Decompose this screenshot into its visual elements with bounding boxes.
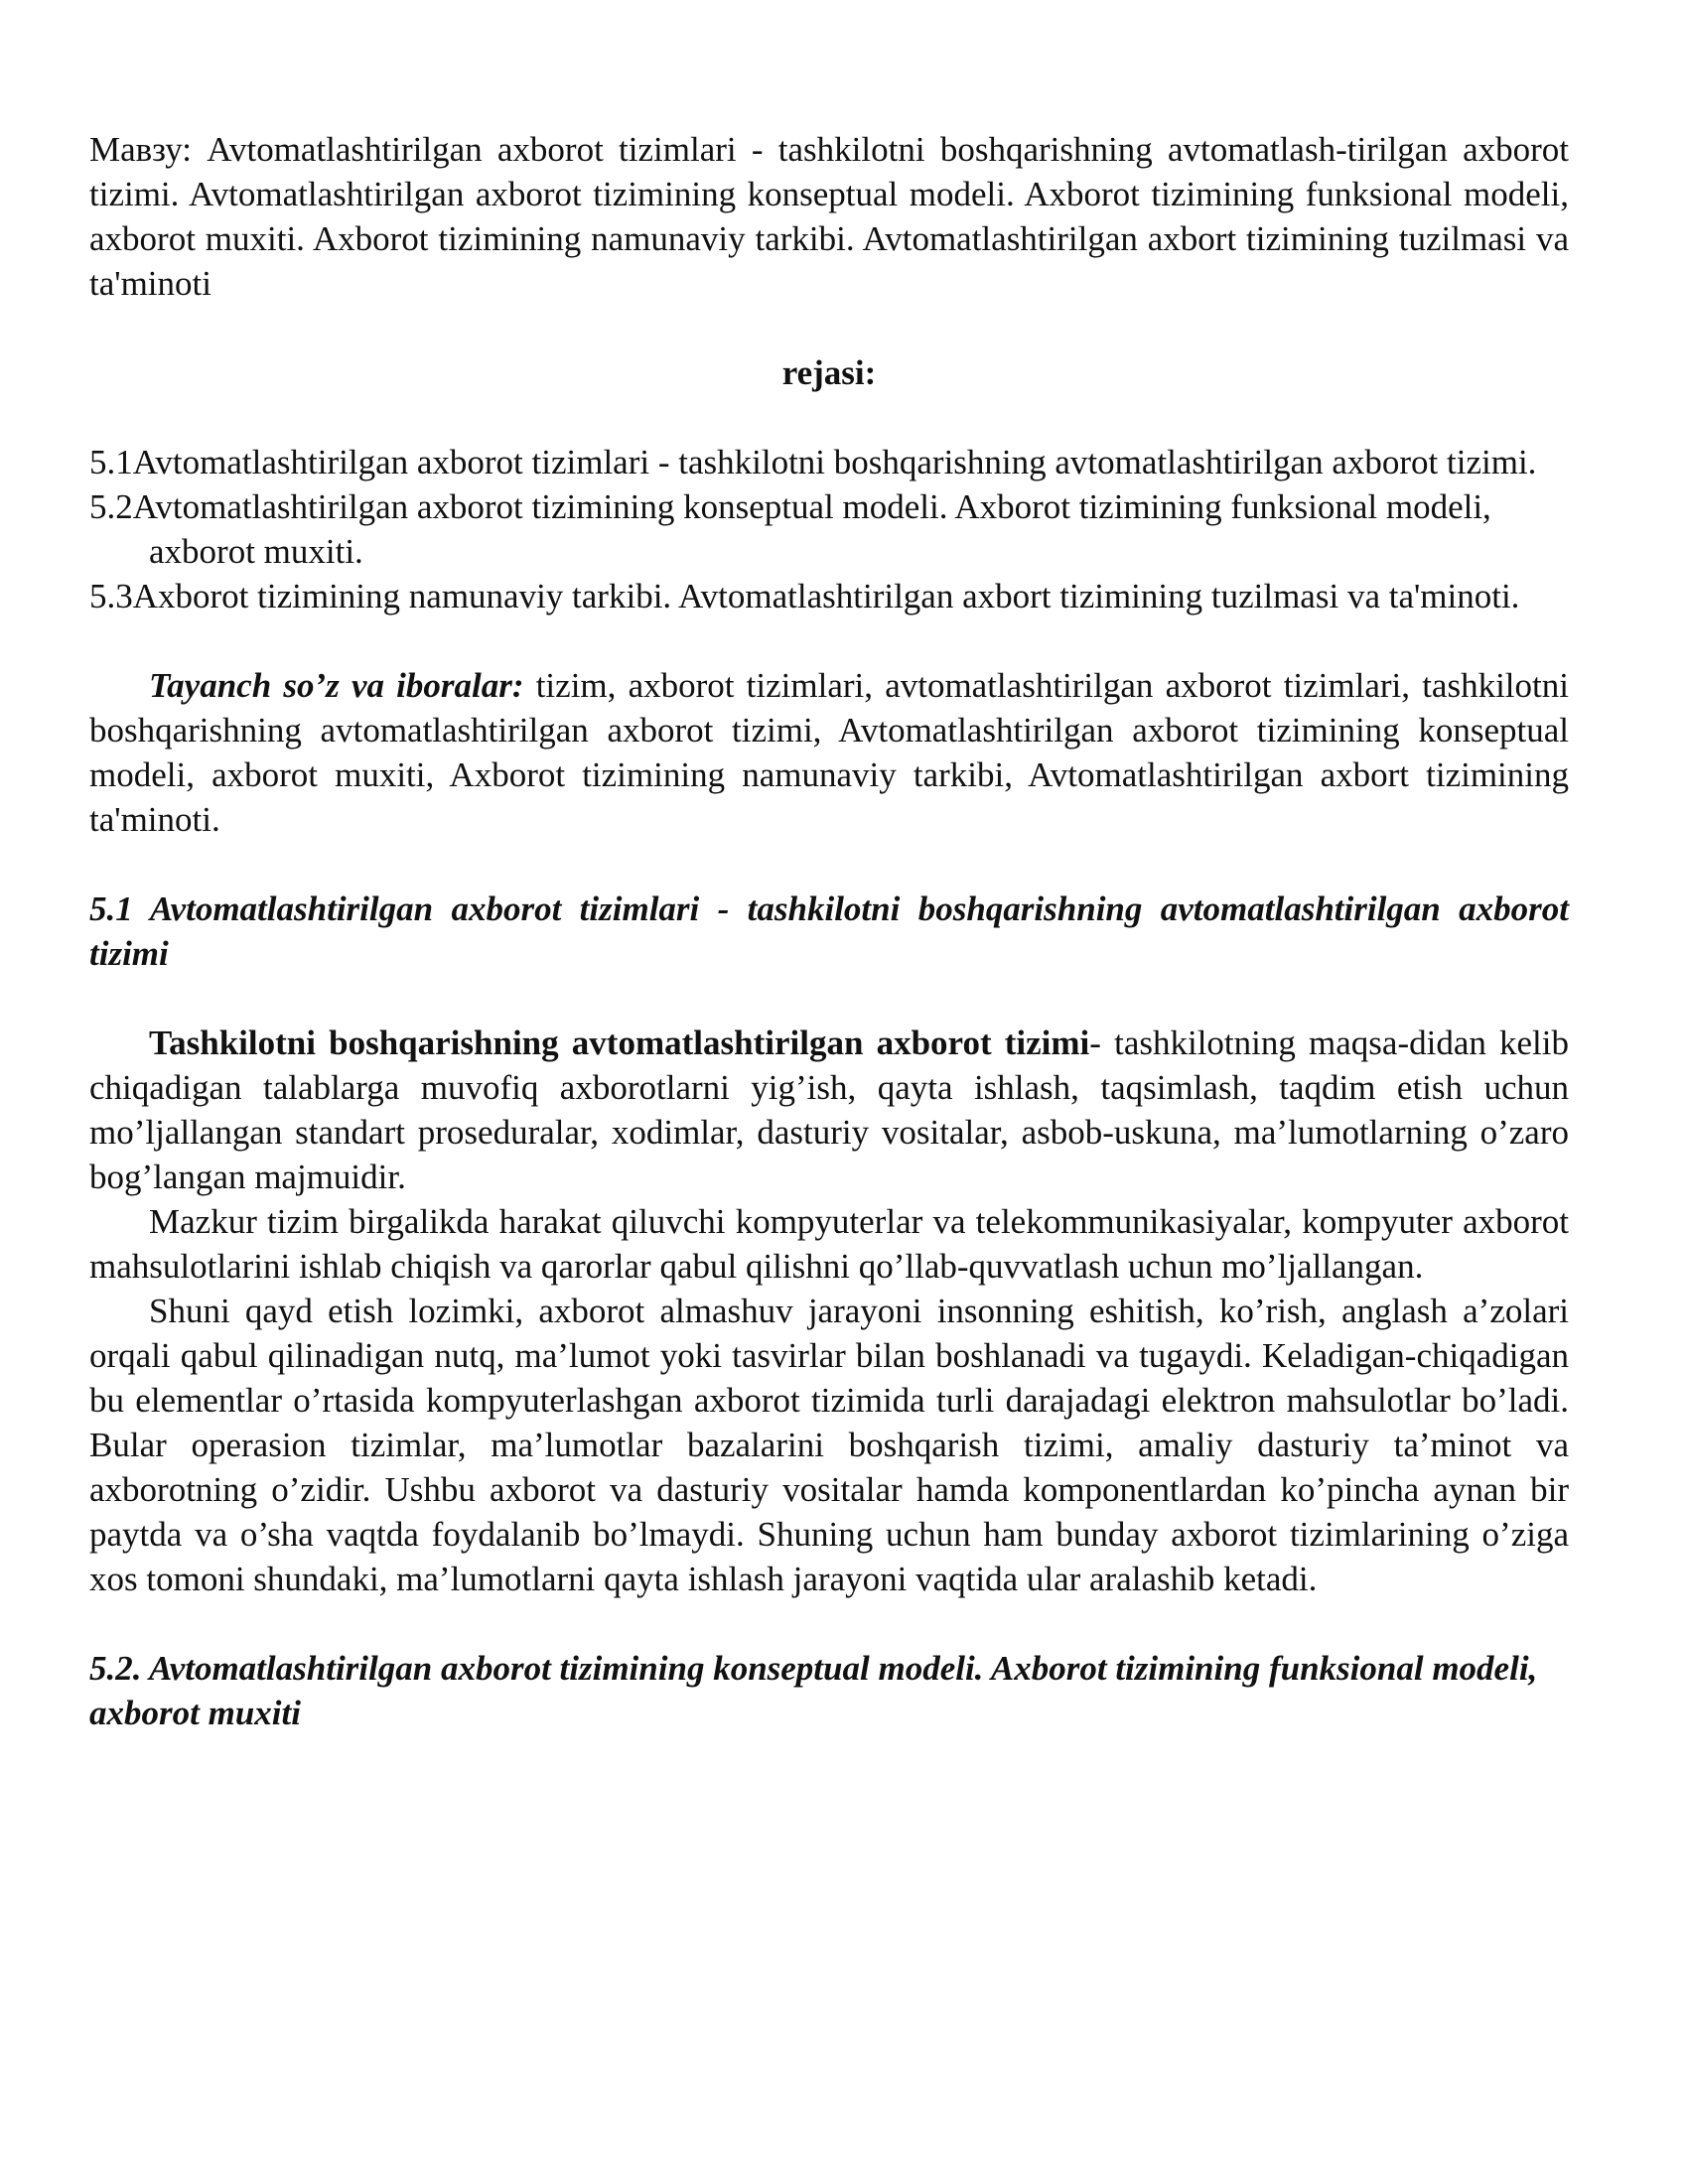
keywords-text: tizim, axborot tizimlari, avtomatlashtirilgan axborot tizimlari, tashkilotni boshqarishning avtomatlashtirilgan axborot tizimi, Avtomatlashtirilgan axborot tizimining konseptual modeli, axborot muxiti, Axborot tizimining namunaviy tarkibi, Avtomatlashtirilgan axbort tizimining ta'minoti. (89, 666, 1569, 839)
keywords-label: Tayanch so’z va iboralar: (149, 666, 524, 705)
defined-term: Tashkilotni boshqarishning avtomatlashtirilgan axborot tizimi (149, 1024, 1090, 1062)
plan-item-5-3: 5.3Axborot tizimining namunaviy tarkibi. Avtomatlashtirilgan axbort tizimining tuzilmasi va ta'minoti. (89, 577, 1520, 615)
section-5-1-paragraph-3: Shuni qayd etish lozimki, axborot almashuv jarayoni insonning eshitish, ko’rish, anglash a’zolari orqali qabul qilinadigan nutq, ma’lumot yoki tasvirlar bilan boshlanadi va tugaydi. Keladigan-chiqadigan bu elementlar o’rtasida kompyuterlashgan axborot tizimida turli darajadagi elektron mahsulotlar bo’ladi. Bular operasion tizimlar, ma’lumotlar bazalarini boshqarish tizimi, amaliy dasturiy ta’minot va axborotning o’zidir. Ushbu axborot va dasturiy vositalar hamda komponentlardan ko’pincha aynan bir paytda va o’sha vaqtda foydalanib bo’lmaydi. Shuning uchun ham bunday axborot tizimlarining o’ziga xos tomoni shundaki, ma’lumotlarni qayta ishlash jarayoni vaqtida ular aralashib ketadi. (89, 1292, 1569, 1598)
section-5-1-heading: 5.1 Avtomatlashtirilgan axborot tizimlari - tashkilotni boshqarishning avtomatlashtirilgan axborot tizimi (89, 889, 1569, 973)
section-5-2-heading: 5.2. Avtomatlashtirilgan axborot tizimining konseptual modeli. Axborot tizimining funksional modeli, axborot muxiti (89, 1649, 1538, 1732)
topic-paragraph: Мавзу: Avtomatlashtirilgan axborot tizimlari - tashkilotni boshqarishning avtomatlash-tirilgan axborot tizimi. Avtomatlashtirilgan axborot tizimining konseptual modeli. Axborot tizimining funksional modeli, axborot muxiti. Axborot tizimining namunaviy tarkibi. Avtomatlashtirilgan axbort tizimining tuzilmasi va ta'minoti (89, 130, 1569, 303)
section-5-1-paragraph-1 (89, 1021, 1569, 1199)
definition-text: - tashkilotning maqsa-didan kelib chiqadigan talablarga muvofiq axborotlarni yig’ish, qayta ishlash, taqsimlash, taqdim etish uchun mo’ljallangan standart proseduralar, xodimlar, dasturiy vositalar, asbob-uskuna, ma’lumotlarning o’zaro bog’langan majmuidir. (89, 1024, 1569, 1196)
section-5-1-paragraph-2: Mazkur tizim birgalikda harakat qiluvchi kompyuterlar va telekommunikasiyalar, kompyuter axborot mahsulotlarini ishlab chiqish va qarorlar qabul qilishni qo’llab-quvvatlash uchun mo’ljallangan. (89, 1202, 1569, 1286)
document-page (89, 127, 1569, 1735)
keywords-paragraph (89, 663, 1569, 842)
plan-item-5-1: 5.1Avtomatlashtirilgan axborot tizimlari - tashkilotni boshqarishning avtomatlashtirilgan axborot tizimi. (89, 443, 1537, 481)
plan-title: rejasi: (781, 353, 877, 392)
plan-list (89, 440, 1569, 618)
plan-item-5-2: 5.2Avtomatlashtirilgan axborot tizimining konseptual modeli. Axborot tizimining funksional modeli, axborot muxiti. (89, 487, 1491, 571)
